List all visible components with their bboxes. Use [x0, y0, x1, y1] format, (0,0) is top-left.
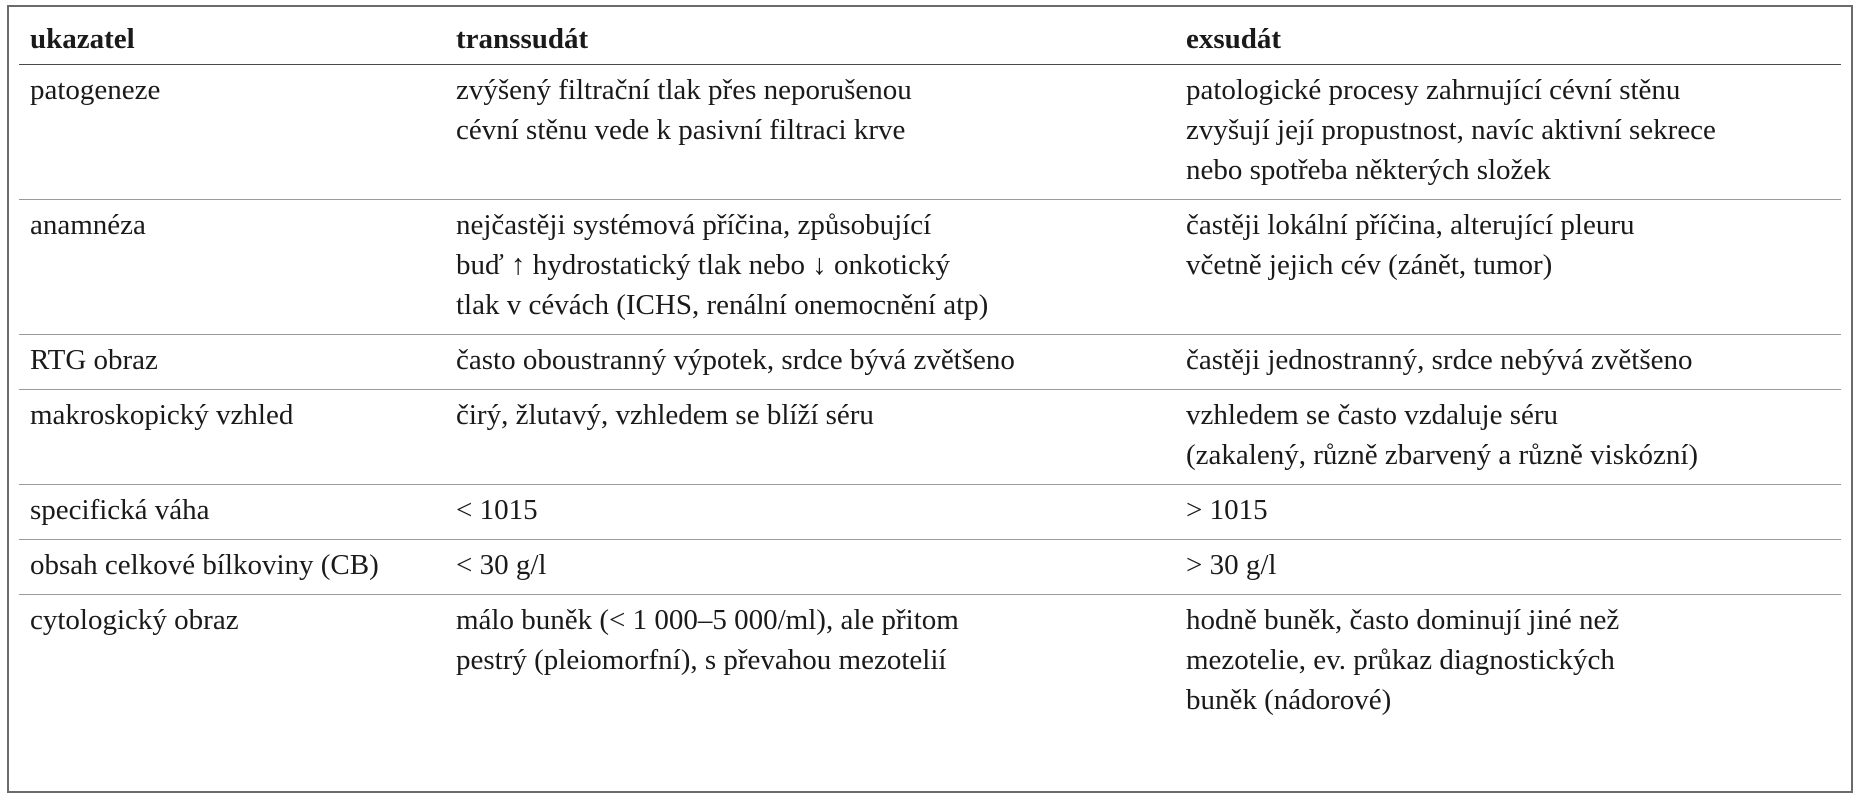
transudate-cell — [445, 200, 1175, 335]
table-body — [19, 65, 1841, 730]
exudate-cell — [1175, 200, 1841, 335]
transudate-line: často oboustranný výpotek, srdce bývá zvětšeno — [456, 344, 1015, 376]
exudate-line: mezotelie, ev. průkaz diagnostických — [1186, 644, 1615, 676]
transudate-line: buď ↑ hydrostatický tlak nebo ↓ onkotický — [456, 249, 950, 281]
exudate-line: (zakalený, různě zbarvený a různě viskózní) — [1186, 439, 1699, 471]
table-row — [19, 335, 1841, 390]
transudate-cell — [445, 65, 1175, 200]
table-row — [19, 390, 1841, 485]
transudate-cell — [445, 540, 1175, 595]
transudate-line: < 30 g/l — [456, 549, 547, 581]
indicator-cell: patogeneze — [19, 65, 445, 200]
transudate-line: < 1015 — [456, 494, 538, 526]
transudate-line: čirý, žlutavý, vzhledem se blíží séru — [456, 399, 874, 431]
header-row — [19, 19, 1841, 65]
exudate-line: patologické procesy zahrnující cévní stěnu — [1186, 74, 1681, 106]
exudate-cell — [1175, 65, 1841, 200]
header-exudate: exsudát — [1175, 19, 1841, 65]
exudate-line: včetně jejich cév (zánět, tumor) — [1186, 249, 1553, 281]
exudate-cell — [1175, 390, 1841, 485]
exudate-cell — [1175, 485, 1841, 540]
transudate-line: málo buněk (< 1 000–5 000/ml), ale přitom — [456, 604, 959, 636]
indicator-cell: specifická váha — [19, 485, 445, 540]
exudate-line: vzhledem se často vzdaluje séru — [1186, 399, 1559, 431]
indicator-cell: RTG obraz — [19, 335, 445, 390]
exudate-line: > 30 g/l — [1186, 549, 1277, 581]
exudate-line: častěji jednostranný, srdce nebývá zvětšeno — [1186, 344, 1693, 376]
indicator-cell: makroskopický vzhled — [19, 390, 445, 485]
exudate-line: častěji lokální příčina, alterující pleuru — [1186, 209, 1635, 241]
comparison-table — [19, 19, 1841, 729]
header-indicator: ukazatel — [19, 19, 445, 65]
transudate-cell — [445, 390, 1175, 485]
indicator-cell: anamnéza — [19, 200, 445, 335]
exudate-line: hodně buněk, často dominují jiné než — [1186, 604, 1620, 636]
table-row — [19, 540, 1841, 595]
exudate-line: > 1015 — [1186, 494, 1268, 526]
transudate-cell — [445, 595, 1175, 730]
table-frame — [7, 5, 1853, 793]
indicator-cell: obsah celkové bílkoviny (CB) — [19, 540, 445, 595]
table-row — [19, 485, 1841, 540]
table-row — [19, 200, 1841, 335]
indicator-cell: cytologický obraz — [30, 604, 239, 636]
transudate-line: tlak v cévách (ICHS, renální onemocnění atp) — [456, 289, 989, 321]
transudate-line: zvýšený filtrační tlak přes neporušenou — [456, 74, 912, 106]
transudate-line: pestrý (pleiomorfní), s převahou mezotelií — [456, 644, 947, 676]
table-row — [19, 65, 1841, 200]
header-transudate: transsudát — [445, 19, 1175, 65]
transudate-line: cévní stěnu vede k pasivní filtraci krve — [456, 114, 906, 146]
exudate-line: buněk (nádorové) — [1186, 684, 1392, 716]
table-row — [19, 595, 1841, 730]
transudate-cell — [445, 335, 1175, 390]
exudate-cell — [1175, 595, 1841, 730]
exudate-cell — [1175, 335, 1841, 390]
transudate-cell — [445, 485, 1175, 540]
transudate-line: nejčastěji systémová příčina, způsobující — [456, 209, 932, 241]
exudate-cell — [1175, 540, 1841, 595]
exudate-line: nebo spotřeba některých složek — [1186, 154, 1551, 186]
exudate-line: zvyšují její propustnost, navíc aktivní sekrece — [1186, 114, 1716, 146]
